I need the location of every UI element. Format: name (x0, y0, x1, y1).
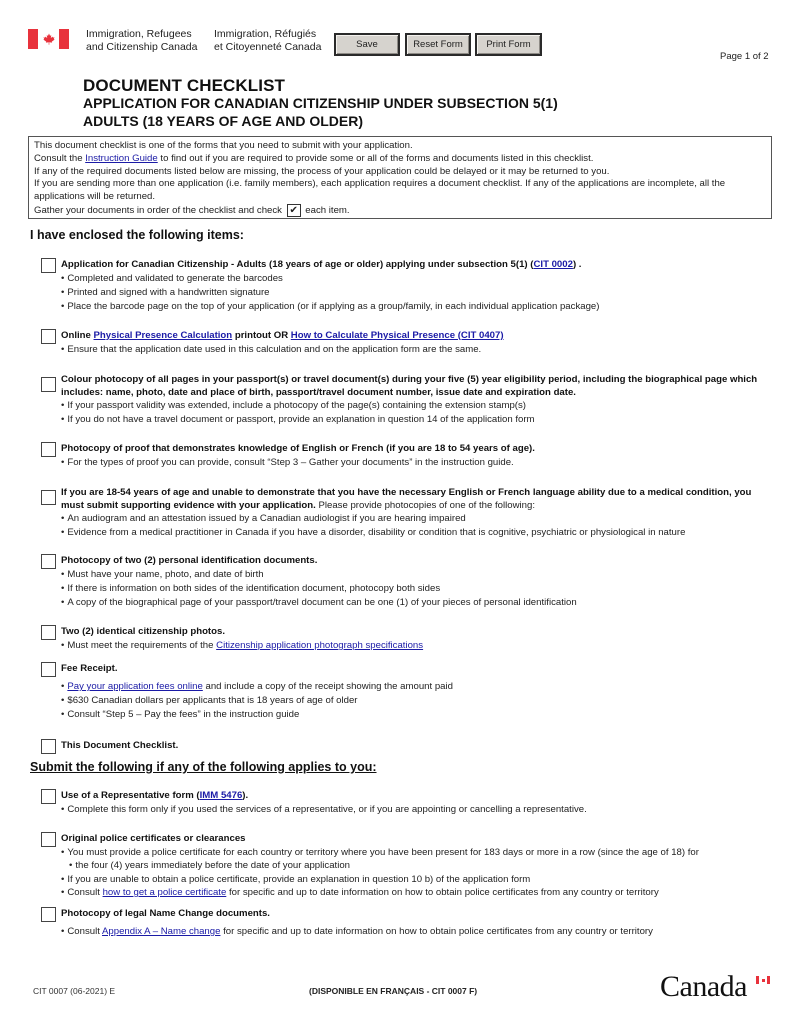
bullet: • An audiogram and an attestation issued by a Canadian audiologist if you are hearing impaired (61, 512, 771, 526)
bullet: • You must provide a police certificate for each country or territory where you have been present for 183 days or more in a row (since the age of 18) for (61, 846, 771, 860)
maple-leaf-icon (43, 33, 55, 45)
checkbox[interactable] (41, 832, 56, 847)
checklist-item-police-certificates (41, 832, 771, 900)
checkmark-example-icon: ✔ (287, 204, 301, 217)
bullet: • A copy of the biographical page of your passport/travel document can be one (1) of your pieces of personal identification (61, 596, 771, 610)
department-name-english (86, 28, 198, 54)
bullet: • Consult Appendix A – Name change for specific and up to date information on how to obtain police certificates from any country or territory (61, 925, 771, 939)
bullet: • Completed and validated to generate the barcodes (61, 272, 771, 286)
checklist-item-medical-exemption (41, 486, 771, 540)
checklist-item-fee-receipt (41, 662, 771, 722)
intro-line: If any of the required documents listed below are missing, the process of your application could be delayed or it may be returned to you. (34, 165, 610, 177)
page-subtitle-age: ADULTS (18 YEARS OF AGE AND OLDER) (83, 113, 364, 129)
bullet: • If you do not have a travel document or passport, provide an explanation in question 14 of the application form (61, 413, 771, 427)
dept-fr-line1: Immigration, Réfugiés (214, 28, 317, 40)
item-title: Online Physical Presence Calculation printout OR How to Calculate Physical Presence (CIT 0407) (61, 330, 504, 341)
bullet: • If you are unable to obtain a police certificate, provide an explanation in question 10 b) of the application form (61, 873, 771, 887)
bullet: • Complete this form only if you used the services of a representative, or if you are appointing or cancelling a representative. (61, 803, 771, 817)
item-title: If you are 18-54 years of age and unable to demonstrate that you have the necessary English or French language ability due to a medical condition, you must submit supporting evidence with your application. Please provide photocopies of one of the following: (61, 487, 752, 511)
page-indicator: Page 1 of 2 (720, 51, 769, 62)
bullet: • Consult how to get a police certificate for specific and up to date information on how to obtain police certificates from any country or territory (61, 886, 771, 900)
canada-wordmark: Canada (660, 970, 747, 1003)
pay-fees-online-link[interactable]: Pay your application fees online (67, 681, 203, 692)
police-certificate-link[interactable]: how to get a police certificate (102, 887, 227, 898)
checklist-item-representative-form (41, 789, 771, 817)
intro-line: Gather your documents in order of the checklist and check ✔ each item. (34, 204, 350, 217)
item-title: Fee Receipt. (61, 663, 118, 674)
checklist-item-language-proof (41, 442, 771, 470)
item-title: Original police certificates or clearances (61, 833, 246, 844)
dept-fr-line2: et Citoyenneté Canada (214, 41, 322, 53)
page-subtitle: APPLICATION FOR CANADIAN CITIZENSHIP UNDER SUBSECTION 5(1) (83, 95, 558, 111)
bullet: • Must have your name, photo, and date of birth (61, 568, 771, 582)
checkbox[interactable] (41, 377, 56, 392)
save-button[interactable]: Save (334, 33, 400, 56)
intro-line: If you are sending more than one application (i.e. family members), each application requires a document checklist. If any of the applications are incomplete, all the applications will be returned. (34, 178, 726, 203)
bullet: • Must meet the requirements of the Citizenship application photograph specifications (61, 639, 771, 653)
dept-en-line1: Immigration, Refugees (86, 28, 192, 40)
checklist-item-name-change (41, 907, 771, 939)
canada-flag-icon (28, 29, 69, 49)
item-title: Two (2) identical citizenship photos. (61, 626, 225, 637)
appendix-a-name-change-link[interactable]: Appendix A – Name change (102, 926, 221, 937)
checkbox[interactable] (41, 490, 56, 505)
bullet: • For the types of proof you can provide, consult “Step 3 – Gather your documents” in the instruction guide. (61, 456, 771, 470)
bullet: • Printed and signed with a handwritten signature (61, 286, 771, 300)
bullet: • Consult “Step 5 – Pay the fees” in the instruction guide (61, 708, 771, 722)
bullet: • Place the barcode page on the top of your application (or if applying as a group/family, in each individual application package) (61, 300, 771, 314)
section-heading-if-applicable: Submit the following if any of the following applies to you: (30, 760, 377, 774)
checklist-item-application-form (41, 258, 771, 314)
checklist-item-passport-copy (41, 373, 771, 427)
department-name-french (214, 28, 321, 54)
cit-0002-link[interactable]: CIT 0002 (533, 259, 573, 270)
item-title: Application for Canadian Citizenship - Adults (18 years of age or older) applying under subsection 5(1) (CIT 0002) . (61, 259, 582, 270)
print-form-button[interactable]: Print Form (475, 33, 542, 56)
instruction-guide-link[interactable]: Instruction Guide (85, 152, 158, 164)
item-title: Photocopy of legal Name Change documents. (61, 908, 270, 919)
checklist-item-physical-presence (41, 329, 771, 357)
wordmark-flag-icon (756, 976, 770, 984)
imm-5476-link[interactable]: IMM 5476 (199, 790, 243, 801)
checkbox[interactable] (41, 789, 56, 804)
checkbox[interactable] (41, 258, 56, 273)
section-heading-enclosed: I have enclosed the following items: (30, 228, 244, 242)
page-title: DOCUMENT CHECKLIST (83, 76, 286, 95)
reset-form-button[interactable]: Reset Form (405, 33, 471, 56)
photo-specifications-link[interactable]: Citizenship application photograph specifications (216, 640, 424, 651)
checkbox[interactable] (41, 907, 56, 922)
bullet-continuation: • the four (4) years immediately before the date of your application (61, 859, 771, 873)
checklist-item-this-checklist (41, 739, 771, 753)
checkbox[interactable] (41, 625, 56, 640)
form-code: CIT 0007 (06-2021) E (33, 986, 116, 996)
intro-line: This document checklist is one of the forms that you need to submit with your application. (34, 140, 413, 151)
checkbox[interactable] (41, 442, 56, 457)
item-title: Use of a Representative form (IMM 5476). (61, 790, 249, 801)
bullet: • Evidence from a medical practitioner in Canada if you have a disorder, disability or condition that is cognitive, psychiatric or physiological in nature (61, 526, 771, 540)
checklist-item-photos (41, 625, 771, 653)
physical-presence-calculation-link[interactable]: Physical Presence Calculation (93, 330, 233, 341)
checkbox[interactable] (41, 554, 56, 569)
checklist-item-identification (41, 554, 771, 610)
bullet: • If there is information on both sides of the identification document, photocopy both sides (61, 582, 771, 596)
item-title: Photocopy of two (2) personal identification documents. (61, 555, 318, 566)
dept-en-line2: and Citizenship Canada (86, 41, 198, 53)
bullet: • Pay your application fees online and include a copy of the receipt showing the amount paid (61, 680, 771, 694)
intro-line: Consult the Instruction Guide to find out if you are required to provide some or all of the forms and documents listed in this checklist. (34, 152, 594, 164)
bullet: • If your passport validity was extended, include a photocopy of the page(s) containing the extension stamp(s) (61, 399, 771, 413)
french-availability-note: (DISPONIBLE EN FRANÇAIS - CIT 0007 F) (309, 986, 478, 996)
how-to-calculate-physical-presence-link[interactable]: How to Calculate Physical Presence (CIT 0407) (290, 330, 504, 341)
item-title: Colour photocopy of all pages in your passport(s) or travel document(s) during your five (5) year eligibility period, including the biographical page which includes: name, photo, date and place of birth, passport/travel document number, issue date and expiration date. (61, 374, 758, 398)
checkbox[interactable] (41, 329, 56, 344)
item-title: Photocopy of proof that demonstrates knowledge of English or French (if you are 18 to 54 years of age). (61, 443, 535, 454)
bullet: • $630 Canadian dollars per applicants that is 18 years of age of older (61, 694, 771, 708)
checkbox[interactable] (41, 662, 56, 677)
checkbox[interactable] (41, 739, 56, 754)
bullet: • Ensure that the application date used in this calculation and on the application form are the same. (61, 343, 771, 357)
item-title: This Document Checklist. (61, 740, 179, 751)
instructions-box (28, 136, 772, 219)
